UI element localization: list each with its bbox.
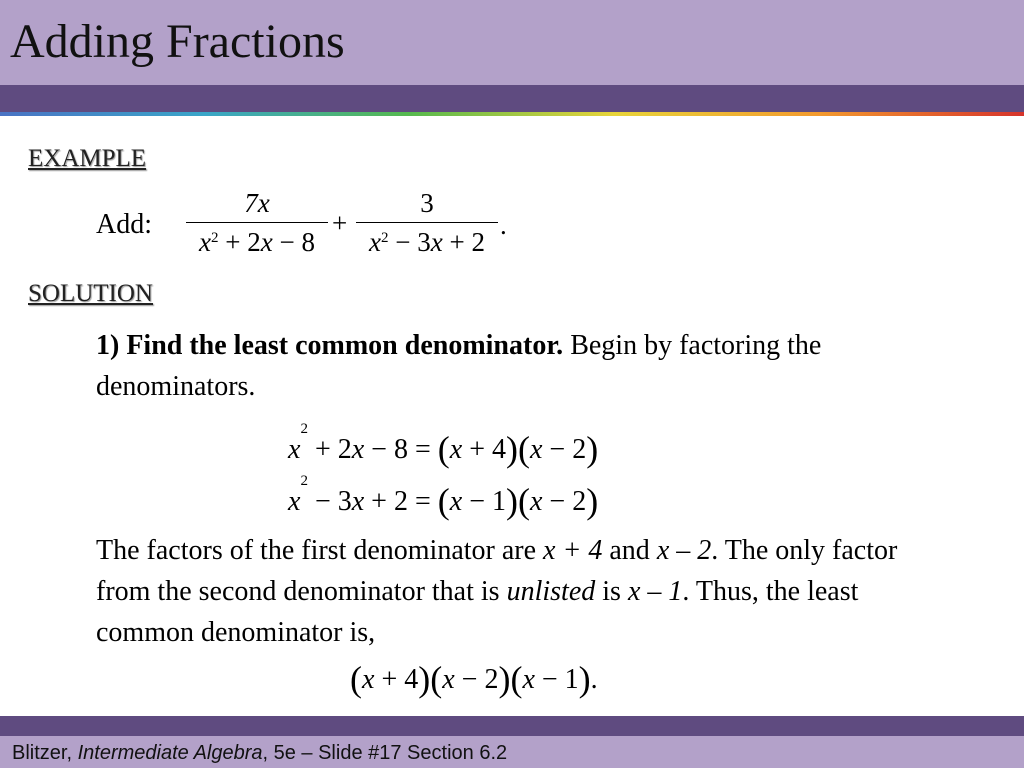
unlisted-emphasis: unlisted [506, 576, 596, 607]
plus-sign: + [332, 208, 348, 238]
step-1-text: Begin by factoring the denominators. [96, 330, 822, 402]
fraction-period: . [500, 210, 507, 240]
fraction-1-numerator: 7x [244, 188, 270, 218]
fraction-1-denominator: $x^2 + 2x - 8$ [199, 227, 315, 257]
example-label: EXAMPLE [28, 145, 147, 172]
least-common-denominator: (x + 4)(x − 2)(x − 1). [350, 659, 598, 699]
step-1-heading: 1) Find the least common denominator. [96, 330, 564, 361]
footer-citation [12, 742, 507, 765]
factor-x-minus-1: x – 1 [627, 576, 683, 607]
slide-title: Adding Fractions [10, 15, 345, 68]
fraction-2-numerator: 3 [420, 188, 434, 218]
explanation-paragraph [96, 530, 956, 653]
footer-band [0, 716, 1024, 736]
factor-x-minus-2: x – 2 [656, 535, 712, 566]
title-bar [0, 0, 1024, 85]
header-band [0, 85, 1024, 112]
para-text-1: The factors of the first denominator are [96, 535, 544, 566]
para-text-4: is [595, 576, 628, 607]
factor-equation-1: $x^2 + 2x - 8 = (x + 4)(x - 2)$ [288, 421, 599, 469]
footer-author: Blitzer, [12, 742, 78, 764]
para-text-2: and [602, 535, 657, 566]
fraction-1 [186, 186, 328, 259]
fraction-2-bar [356, 222, 498, 223]
step-1 [96, 325, 956, 407]
fraction-1-bar [186, 222, 328, 223]
footer-slide-info: , 5e – Slide #17 Section 6.2 [262, 742, 508, 764]
fraction-2-denominator: $x^2 - 3x + 2$ [369, 227, 485, 257]
para-text-5: . Thus, the least common denominator is, [96, 576, 859, 648]
factor-equation-2: $x^2 - 3x + 2 = (x - 1)(x - 2)$ [288, 473, 599, 521]
para-text-3: . The only factor from the second denominator that is [96, 535, 898, 607]
solution-label: SOLUTION [28, 280, 153, 307]
footer-book-title: Intermediate Algebra [77, 742, 263, 764]
fraction-2 [356, 186, 498, 259]
rainbow-divider [0, 112, 1024, 116]
factor-x-plus-4: x + 4 [543, 535, 603, 566]
add-label: Add: [96, 209, 152, 240]
footer [0, 736, 1024, 768]
